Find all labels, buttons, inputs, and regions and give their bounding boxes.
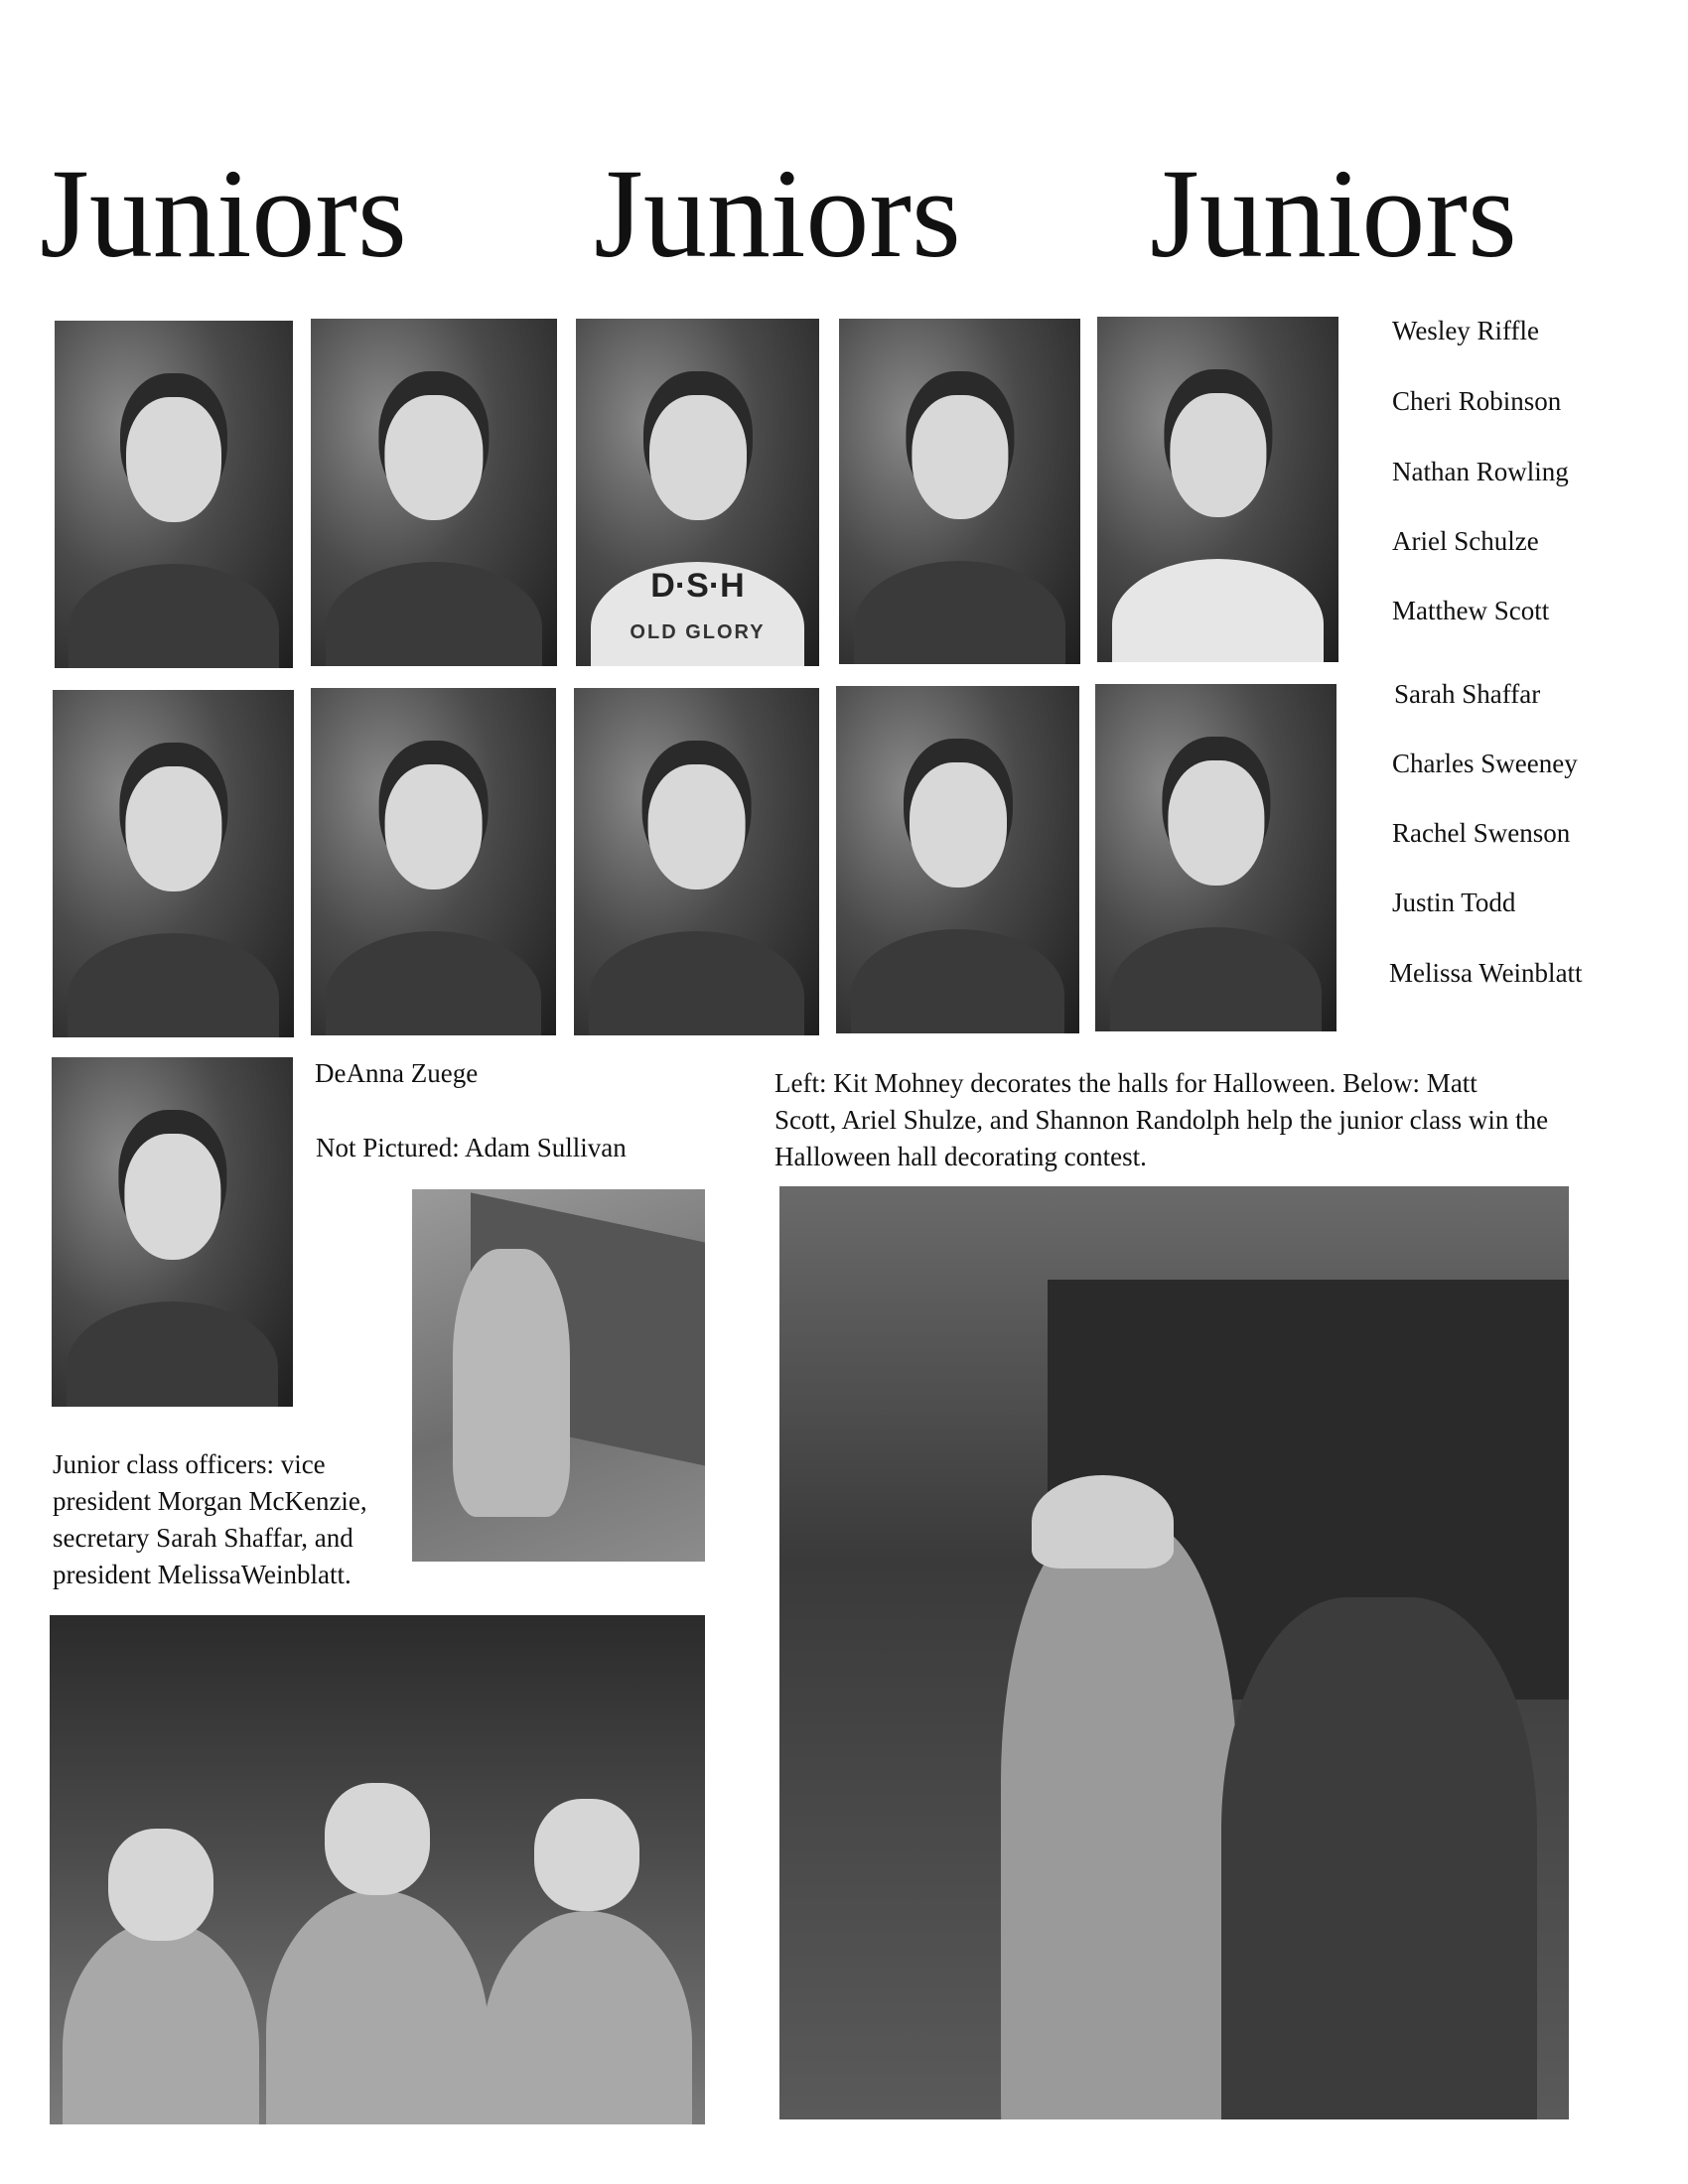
photo-hall-decorating-contest: [779, 1186, 1569, 2119]
name-melissa-weinblatt: Melissa Weinblatt: [1389, 958, 1583, 988]
photo-kit-mohney-decorating: [412, 1189, 705, 1562]
shirt-print: D·S·H: [650, 567, 745, 605]
portrait-melissa-weinblatt: [1095, 684, 1336, 1031]
photo-class-officers: [50, 1615, 705, 2124]
portrait-cheri-robinson: [311, 319, 557, 666]
officers-caption-line-2: president Morgan McKenzie,: [53, 1486, 367, 1516]
halloween-caption-line-3: Halloween hall decorating contest.: [774, 1142, 1147, 1171]
name-charles-sweeney: Charles Sweeney: [1392, 749, 1578, 778]
name-wesley-riffle: Wesley Riffle: [1392, 316, 1540, 345]
portrait-justin-todd: [836, 686, 1079, 1033]
portrait-matthew-scott: [1097, 317, 1338, 662]
name-cheri-robinson: Cheri Robinson: [1392, 386, 1562, 416]
portrait-wesley-riffle: [55, 321, 293, 668]
portrait-ariel-schulze: [839, 319, 1080, 664]
officers-caption-line-3: secretary Sarah Shaffar, and: [53, 1523, 353, 1553]
portrait-nathan-rowling: [576, 319, 819, 666]
page-title-3: Juniors: [1150, 143, 1517, 284]
name-deanna-zuege: DeAnna Zuege: [315, 1058, 479, 1088]
portrait-rachel-swenson: [574, 688, 819, 1035]
not-pictured-note: Not Pictured: Adam Sullivan: [316, 1133, 627, 1162]
halloween-caption-line-1: Left: Kit Mohney decorates the halls for Halloween. Below: Matt: [774, 1068, 1477, 1098]
portrait-deanna-zuege: [52, 1057, 293, 1407]
portrait-sarah-shaffar: [53, 690, 294, 1037]
name-ariel-schulze: Ariel Schulze: [1392, 526, 1539, 556]
name-nathan-rowling: Nathan Rowling: [1392, 457, 1569, 486]
halloween-caption-line-2: Scott, Ariel Shulze, and Shannon Randolph help the junior class win the: [774, 1105, 1549, 1135]
name-sarah-shaffar: Sarah Shaffar: [1394, 679, 1541, 709]
name-rachel-swenson: Rachel Swenson: [1392, 818, 1571, 848]
page-title-1: Juniors: [40, 143, 407, 284]
name-matthew-scott: Matthew Scott: [1392, 596, 1550, 625]
halloween-caption: [774, 1065, 1648, 1175]
shirt-print-sub: OLD GLORY: [630, 621, 766, 643]
officers-caption-line-1: Junior class officers: vice: [53, 1449, 326, 1479]
portrait-charles-sweeney: [311, 688, 556, 1035]
page-title-2: Juniors: [594, 143, 961, 284]
officers-caption: [53, 1446, 410, 1593]
officers-caption-line-4: president MelissaWeinblatt.: [53, 1560, 352, 1589]
name-justin-todd: Justin Todd: [1392, 887, 1516, 917]
